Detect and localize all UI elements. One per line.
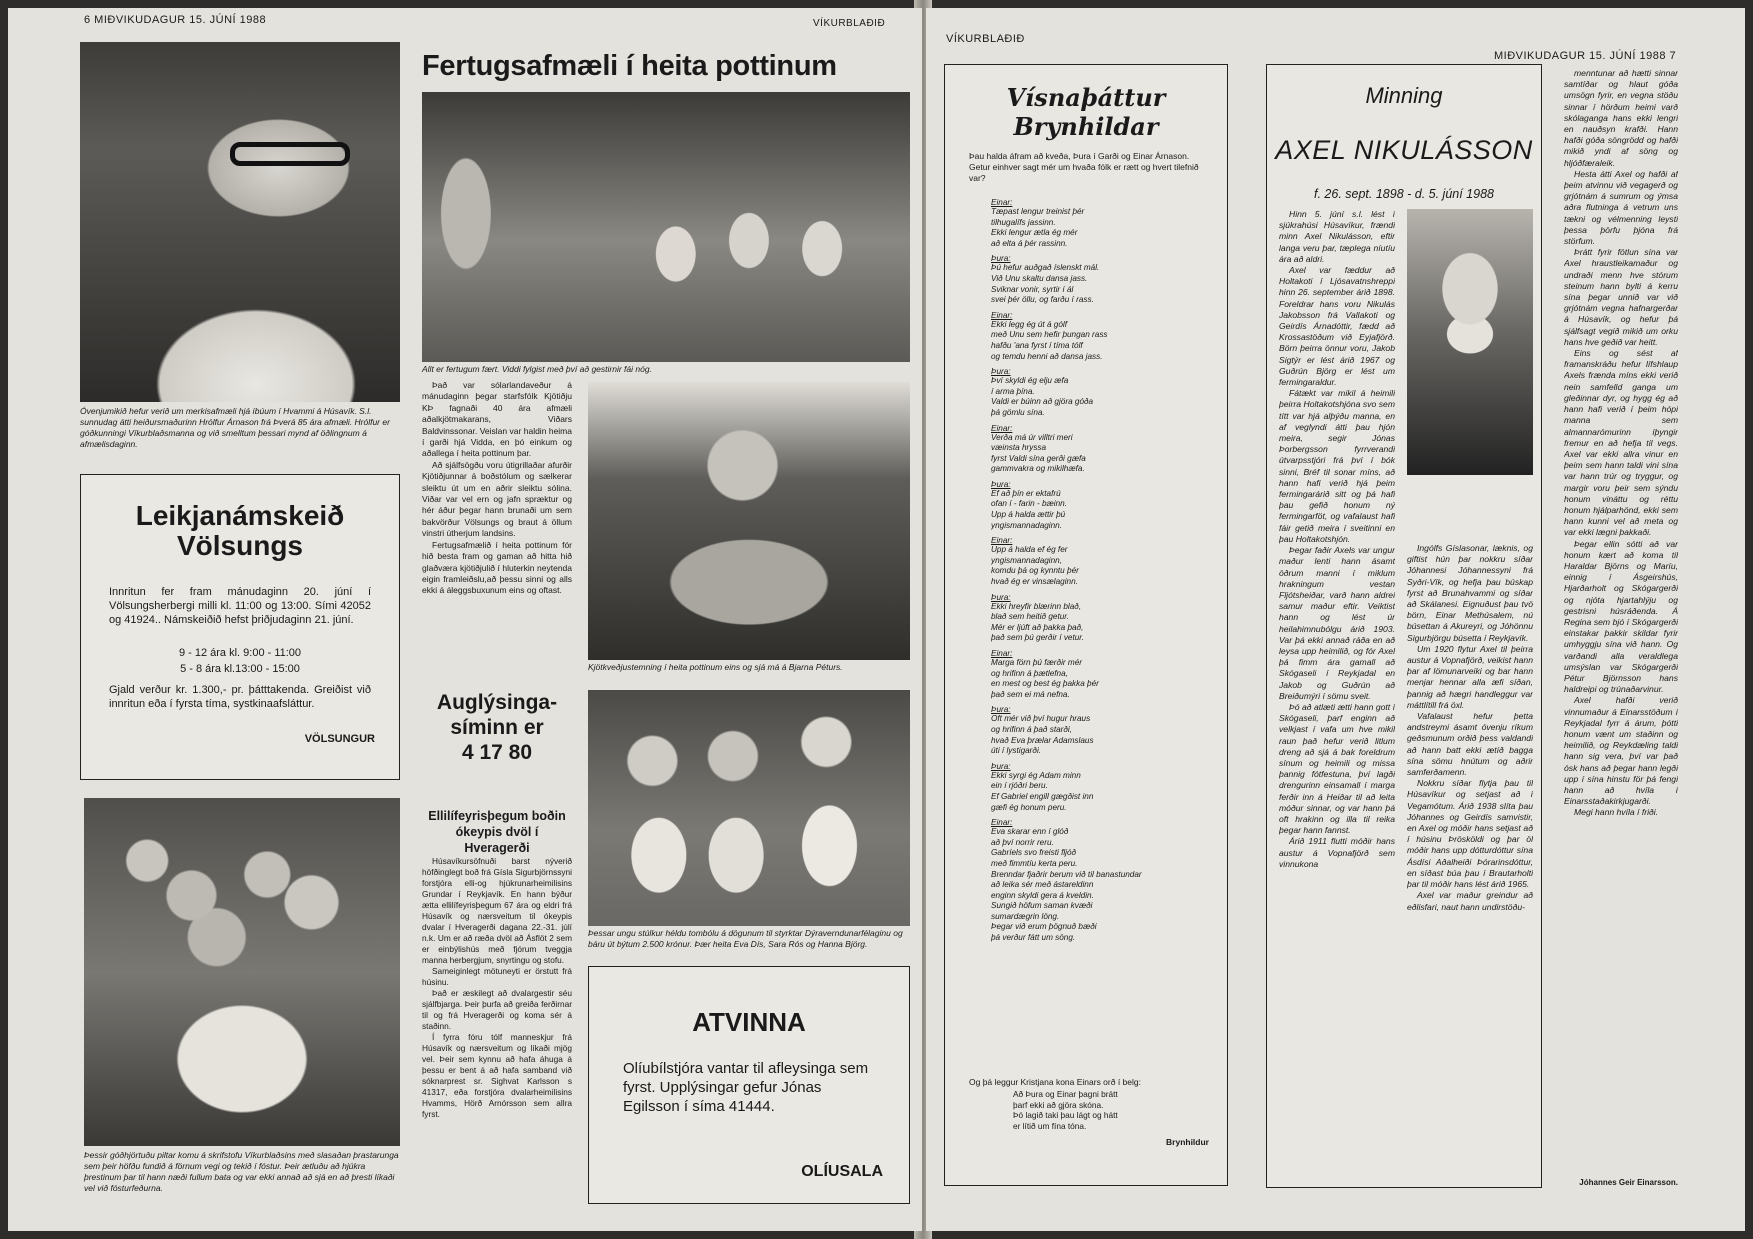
outro-verse-line: Þó lagið taki þau lágt og hátt [1013,1110,1118,1121]
verse-speaker: Einar: [991,198,1013,207]
verse-line: Ekki legg ég út á gólf [991,319,1068,329]
verse-line: með Unu sem hefir þungan rass [991,330,1108,340]
portrait-photo [80,42,400,402]
minning-paragraph: Axel hafði verið vinnumaður á Einarsstöðum í Reykjadal fyrr á árum, þótti honum vænt um staðinn og heimilið, og Reykdæling taldi hann sig vera, því var það ósk hans að þegar hann legði upp í sína hinstu för þá fengi hann að hvíla í Einarsstaðakirkjugarði. [1564,695,1678,807]
minning-paragraph: Þegar faðir Axels var ungur maður lenti hann ásamt öðrum manni í miklum hrakningum vestan Fljótsheiðar, varð hann aldrei samur maður eftir. Veiktist hann og lést úr heilahimnubólgu árið 1903. Var þá ekki annað ráða en að leysa upp heimilið, og fór Axel þá fimm ára gamall að Skógaseli í Reykjadal en Jakob og Guðrún að Breiðumýri í sömu sveit. [1279,545,1395,701]
verse-speaker: Þura: [991,254,1011,264]
minning-paragraph: Axel var maður greindur að eðlisfari, naut hann undirstöðu- [1407,890,1533,912]
party-caption: Allt er fertugum fært. Viddi fylgist með því að gestirnir fái nóg. [422,364,652,374]
minning-paragraph: Um 1920 flytur Axel til þeirra austur á Vopnafjörð, veikist hann þar af lömunarveiki og bar hann menjar hennar alla æfi síðan, þannig að hægri handleggur var máttlítill frá öxl. [1407,643,1533,710]
page-header-right: VÍKURBLAÐIÐ [813,18,886,29]
leikjanamskeid-title: Leikjanámskeið Völsungs [135,500,345,561]
minning-paragraph: Hesta átti Axel og hafði af þeim atvinnu við vegagerð og grjótnám á sumrum og ýmsa aðra flutninga á vetrum uns tækni og vélmenning leysti þessa þörfu þjóna frá störfum. [1564,168,1678,247]
verse-line: Eva skarar enn í glóð [991,827,1069,837]
verse-line: komdu þá og kynntu þér [991,566,1079,576]
verse-line: tilhugalífs jassinn. [991,217,1056,227]
verse-line: yngismannadaginn. [991,520,1063,530]
verse-speaker: Þura: [991,479,1011,489]
minning-name: AXEL NIKULÁSSON [1275,135,1533,165]
verse-speaker: Þura: [991,705,1011,715]
ellilif-headline: Ellilífeyrisþegum boðin ókeypis dvöl í Hveragerði [428,809,566,855]
leikjanamskeid-row-2: 5 - 8 ára kl.13:00 - 15:00 [180,663,300,675]
minning-paragraph: Nokkru síðar flytja þau til Húsavíkur og setjast að í Vegamótum. Árið 1938 slíta þau Jóhannes og Geirdís samvistir, en Axel og móðir hans setjast að í húsinu Þrösköldi og þar öl móðir hans upp dótturdóttur sína Ásdísi Aðalheiði Þórarinsdóttur, en síðast búa þau í Brautarholti þar til móðir hans lést árið 1965. [1407,778,1533,890]
minning-paragraph: Hinn 5. júní s.l. lést í sjúkrahúsi Húsavíkur, frændi minn Axel Nikulásson, eftir langa veru þar, tæplega níutíu ára að aldri. [1279,209,1395,264]
verse-speaker: Einar: [991,423,1013,433]
visnathattur-outro-verse [1013,1089,1193,1131]
outro-verse-line: Að Þura og Einar þagni brátt [1013,1089,1118,1099]
verse-line: blað sem heitið getur. [991,612,1069,622]
verse-speaker: Einar: [991,536,1013,546]
verse-line: Oft mér við því hugur hraus [991,714,1091,724]
ellilif-paragraph: Húsavíkursöfnuði barst nýverið höfðinglegt boð frá Gísla Sigurbjörnssyni forstjóra elli-og hjúkrunarheimilisins Grundar í Reykjavík. En hann býður ætta ellilífeyrisþegum 67 ára og eldri frá Húsavík og nærsveitum til ókeypis dvalar í Hveragerði dagana 22.-31. júlí n.k. Um er að ræða dvöl að Ásflöt 2 sem er einbýlishús með fjórum tveggja manna herbergjum, snyrtingu og stofu. [422,856,572,965]
verse-line: með fimmtíu kerta peru. [991,858,1078,868]
verse-line: úti í lystigarði. [991,746,1042,756]
verse-line: ofan í - farin - bæinn. [991,499,1067,509]
verse-line: Verða má úr villtri meri [991,432,1073,442]
outro-verse-line: er lítið um fína tóna. [1013,1120,1087,1131]
ad-phone-number: 4 17 80 [461,741,533,764]
minning-signature: Jóhannes Geir Einarsson. [1579,1178,1678,1187]
visnathattur-title: Vísnaþáttur Brynhildar [1006,83,1166,141]
visnathattur-outro: Og þá leggur Kristjana kona Einars orð í belg: [969,1077,1141,1087]
ad-phone-line-2: síminn er [450,716,544,739]
minning-paragraph: Þó að atlæti ætti hann gott í Skógaseli, þarf enginn að velkjast í vafa um hve mikil raun það hefur verið litlum dreng að sjá á bak foreldrum sínum og heimili og missa þannig fótfestuna, því lagði drengurinn einsamall í marga ferðir inn á Heiðar til að leita móður sinnar, og var hann þá oft hrakinn og illa til reika þegar hann fannst. [1279,701,1395,836]
verse-line: þá verður fátt um söng. [991,933,1076,943]
verse-line: svei þér öllu, og farðu í rass. [991,295,1094,305]
verse-line: Upp á halda ef ég fer [991,545,1068,555]
verse-line: hvað Eva þrælar Adamslaus [991,735,1094,745]
visnathattur-poem [991,193,1201,1023]
verse-line: Upp á halda ættir þú [991,510,1066,520]
verse-line: Sviknar vonir, syrtir í ál [991,284,1074,294]
atvinna-box [588,966,910,1204]
verse-line: yngismannadaginn, [991,555,1063,565]
minning-paragraph: Vafalaust hefur þetta andstreymi ásamt óvenju ríkum geðsmunum orðið þess valdandi að hann batt ekki ætíð bagga sína sömu hnútum og aðrir samferðamenn. [1407,711,1533,778]
verse-line: að því norrir reru. [991,837,1054,847]
ellilif-paragraph: Það er æskilegt að dvalargestir séu sjálfbjarga. Þeir þurfa að greiða ferðirnar til og frá Hveragerði og koma sér á staðinn. [422,988,572,1031]
right-page [926,8,1745,1231]
minning-column-1 [1279,209,1395,1184]
verse-line: enginn skyldi gera á kveldin. [991,890,1094,900]
verse-line: að elta á þér rassinn. [991,238,1068,248]
fertug-paragraph: Fertugsafmælið í heita pottinum fór hið besta fram og gaman að hitta hið glaðværa kjötiðjulið í hluterkin neytenda eigin framleiðslu,að þessu sinni og alls ekki á áleggsbuxunum eins og oftast. [422,539,572,596]
verse-line: Þú hefur auðgað íslenskt mál. [991,263,1100,273]
leikjanamskeid-body: Innritun fer fram mánudaginn 20. júní í Völsungsherbergi milli kl. 11:00 og 13:00. Sími 42052 og 41924.. Námskeiðið hefst þriðjudaginn 21. júní. [109,586,371,626]
verse-line: ein í rjóðri beru. [991,781,1048,791]
verse-line: væinsta hryssa [991,443,1047,453]
girls-photo [588,690,910,926]
fertug-paragraph: Það var sólarlandaveður á mánudaginn þegar starfsfólk Kjötiðju KÞ fagnaði 40 ára afmæli aðalkjötmakarans, Viðars Baldvinssonar. Veislan var haldin heima í garði hjá Vidda, en þó einkum og aðallega í heita pottinum þar. [422,380,572,459]
verse-speaker: Þura: [991,761,1011,771]
minning-column-2 [1564,68,1678,1168]
minning-box [1266,64,1542,1188]
verse-line: en mest og best ég þakka þér [991,679,1099,689]
verse-line: og hrifinn á þætlefna, [991,668,1068,678]
verse-line: í arma þína. [991,386,1035,396]
verse-line: Ekki lengur ætla ég mér [991,228,1078,238]
minning-dates: f. 26. sept. 1898 - d. 5. júní 1988 [1314,187,1494,201]
verse-speaker: Einar: [991,818,1013,828]
verse-line: og hrifinn á það starði, [991,724,1073,734]
leikjanamskeid-signature: VÖLSUNGUR [304,733,375,745]
visnathattur-intro: Þau halda áfram að kveða, Þura í Garði og Einar Árnason. Getur einhver sagt mér um hvaða fólk er rætt og hvert tilefnið var? [969,151,1199,183]
ellilif-article [422,856,572,1201]
leikjanamskeid-fee: Gjald verður kr. 1.300,- pr. þátttakenda. Greiðist við innritun eða í fyrsta tíma, systkinaafsláttur. [109,684,371,710]
page-header-right: MIÐVIKUDAGUR 15. JÚNÍ 1988 7 [1494,50,1677,62]
verse-line: Mér er ljúft að þakka það, [991,622,1084,632]
minning-column-1b [1407,543,1533,1183]
verse-line: Þegar við erum þögnuð bæði [991,922,1097,932]
party-photo [422,92,910,362]
atvinna-body: Olíubílstjóra vantar til afleysinga sem fyrst. Upplýsingar gefur Jónas Egilsson í síma 41444. [623,1060,869,1115]
ellilif-paragraph: Sameiginlegt mötuneyti er örstutt frá húsinu. [422,966,572,987]
minning-paragraph: Þegar ellin sótti að var honum kært að koma til Haraldar Björns og Maríu, einnig í Ásgeirshús, Hjarðarholt og Skógargerði og njóta hjartahlýju og gestrisni húsráðenda. Á Regina sem bjó í Skógargerði einstakar þakkir skildar fyrir umhyggju sína við hann. Og varðandi alla veraldlega umsýslan var Skógargerði Pétur Björnsson hans haldreipi og trúnaðarvinur. [1564,538,1678,695]
verse-line: Sungið höfum saman kvæði [991,901,1093,911]
verse-line: hafðu 'ana fyrst í tíma tólf [991,340,1083,350]
axel-portrait-photo [1407,209,1533,475]
verse-line: að leika sér með ástareldinn [991,880,1094,890]
fertug-headline: Fertugsafmæli í heita pottinum [422,50,837,82]
verse-line: Gabríels svo freisti fljóð [991,848,1077,858]
verse-line: hvað ég er vinsælaginn. [991,577,1078,587]
verse-speaker: Þura: [991,592,1011,602]
verse-line: Við Unu skaltu dansa jass. [991,273,1088,283]
left-page [8,8,922,1231]
fertug-paragraph: Að sjálfsögðu voru útigrillaðar afurðir Kjötiðjunnar á boðstólum og sælkerar sleiktu út um en aðrir sleiktu sólina. Viðar var vel ern og jafn spræktur og hér áður þegar hann brunaði um sem bakvörður Völsungs og braut á öllum vinstri útherjum landsins. [422,459,572,539]
verse-speaker: Einar: [991,649,1013,658]
hot-tub-photo [588,382,910,660]
minning-paragraph: Þrátt fyrir fötlun sína var Axel hraustleikamaður og undraði menn hve stórum steinum hann bylti á kerru sína þegar unnið var við grjótnám vegna hafnargerðar á Húsavík, og hefur þá sjálfsagt vegið mikið um orku hans hve geðið var heitt. [1564,247,1678,347]
minning-paragraph: Megi hann hvíla í friði. [1574,807,1659,818]
page-header-left: VÍKURBLAÐIÐ [946,33,1025,45]
verse-line: Ekki hreyfir blærinn blað, [991,601,1082,611]
verse-line: Marga förn þú færðir mér [991,658,1083,667]
verse-line: Valdi er búinn að gjöra góða [991,397,1094,407]
minning-paragraph: Fátækt var mikil á heimili þeirra Holtakotshjóna svo sem títt var hjá alþýðu manna, en af veglyndi átti þau hjón meira, segir Jónas Þorbergsson fyrrverandi útvarpsstjóri frá því í bók sinni, Bréf til sonar míns, að hann hafi verið hjá þeim fermingarárið sitt og þá hafi þau gefið honum ný fermingarföt, og vafalaust hafi fáir getið meira í sveitinni en þau Holtakotshjón. [1279,388,1395,544]
minning-paragraph: Eins og sést af framanskráðu hefur lífshlaup Axels frænda míns ekki verið nein samfelld ganga um gleðinnar dyr, og hygg ég að hann hafi verið í þeim hópi manna sem almannarómurinn íþyngir fremur en að hefja til vegs. Axel var ekki allra vinur en þeim sem hann taldi vini sína var hann trúr og tryggur, og margir voru þeir sem sýndu honum vináttu og réttu honum hjálparhönd, ekki sem hann kunni vel að meta og var ekki lægni þakkaði. [1564,348,1678,538]
atvinna-signature: OLÍUSALA [801,1163,883,1180]
ellilif-paragraph: Í fyrra fóru tólf manneskjur frá Húsavík og nærsveitum og líkaði mjög vel. Þeir sem kynnu að hafa áhuga á þessu er bent á að hafa samband við sóknarprest sr. Sighvat Karlsson s 41317, eða forstjóra dvalarheimilisins Hvamms, Hörð Arnórsson sem allra fyrst. [422,1032,572,1119]
girls-caption: Þessar ungu stúlkur héldu tombólu á dögunum til styrktar Dýraverndunarfélaginu og báru út býtum 2.500 krónur. Þær heita Eva Dís, Sara Rós og Hanna Björg. [588,928,903,949]
ad-phone-box [422,690,572,765]
minning-paragraph: menntunar að hætti sinnar samtíðar og hlaut góða umsögn fyrir, en vegna stöðu sinnar í hörðum heimi varð skólaganga hans ekki lengri en nauðsyn krafði. Hann hafði góða söngrödd og hafði mikið yndi af söng og hljóðfæraleik. [1564,68,1678,168]
verse-line: sumardægrin löng. [991,911,1060,921]
boys-photo [84,798,400,1146]
verse-line: það sem þú gerðir í vetur. [991,633,1084,643]
verse-speaker: Þura: [991,367,1011,377]
outro-verse-line: þarf ekki að gjöra skóna. [1013,1099,1104,1110]
minning-paragraph: Ingólfs Gíslasonar, læknis, og giftist hún þar nokkru síðar Jóhannesi Jóhannessyni frá Syðri-Vík, og hefja þau búskap fyrst að Brunahvammi og síðar að Skálanesi. Eignuðust þau tvö börn, Einar Methúsalem, nú búsettan á Akureyri, og Jóhönnu Sigurbjörgu búsetta í Reykjavík. [1407,543,1533,643]
verse-line: Tæpast lengur treinist þér [991,207,1085,216]
page-header-left: 6 MIÐVIKUDAGUR 15. JÚNÍ 1988 [84,14,267,26]
verse-line: Ef Gabriel engill gægðist inn [991,791,1094,801]
boys-caption: Þessir góðhjörtuðu piltar komu á skrifstofu Víkurblaðsins með slasaðan þrastarunga sem þeir höfðu fundið á förnum vegi og tekið í fóstur. Þeir ætluðu að hjúkra þrestinum þar til hann næði fullum bata og var ekki annað að sjá en að þresti líkaði vel við fósturfeðurna. [84,1150,399,1193]
verse-line: fyrst Valdi sína gerði gæfa [991,453,1086,463]
minning-paragraph: Axel var fæddur að Holtakoti í Ljósavatnshreppi hinn 26. september árið 1898. Foreldrar hans voru Nikulás Jakobsson frá Vallakoti og Geirdís Árnadóttir, fædd að Krossastöðum við Eyjafjörð. Börn þeirra önnur voru, Jakob Sigtýr er lést árið 1967 og Guðrún Björg er lést um fermingaraldur. [1279,265,1395,388]
leikjanamskeid-row-1: 9 - 12 ára kl. 9:00 - 11:00 [178,647,302,659]
minning-paragraph: Árið 1911 flutti móðir hans austur á Vopnafjörð sem vinnukona [1279,836,1395,869]
hot-tub-caption: Kjötkveðjustemning í heita pottinum eins og sjá má á Bjarna Péturs. [588,662,843,672]
verse-line: Ekki syrgi ég Adam minn [991,770,1081,780]
verse-line: Því skyldi ég elju æfa [991,376,1069,386]
ad-phone-line-1: Auglýsinga- [436,691,558,714]
fertug-article [422,380,572,670]
visnathattur-signature: Brynhildur [1166,1137,1209,1147]
verse-line: þá gömlu sína. [991,407,1045,417]
visnathattur-box [944,64,1228,1186]
minning-label: Minning [1365,83,1443,108]
verse-speaker: Einar: [991,310,1013,320]
eyeglasses [230,142,350,166]
verse-line: gæfi ég honum peru. [991,802,1067,812]
portrait-caption: Óvenjumikið hefur verið um merkisafmæli hjá íbúum í Hvammi á Húsavík. S.l. sunnudag átti heiðursmaðurinn Hrólfur Árnason frá Þverá 85 ára afmæli. Hrólfur er góðkunningi Víkurblaðsmanna og við smelltum þessari mynd af öðlingnum á afmælisdaginn. [80,406,390,449]
verse-line: Brenndar fjaðrir berum við til banastundar [991,869,1142,879]
leikjanamskeid-box [80,474,400,780]
verse-line: það sem ei má nefna. [991,689,1070,699]
atvinna-title: ATVINNA [692,1007,806,1037]
verse-line: gammvakra og mikilhæfa. [991,464,1085,474]
verse-line: og temdu henni að dansa jass. [991,351,1103,361]
verse-line: Ef að þín er ektafrú [991,488,1061,498]
